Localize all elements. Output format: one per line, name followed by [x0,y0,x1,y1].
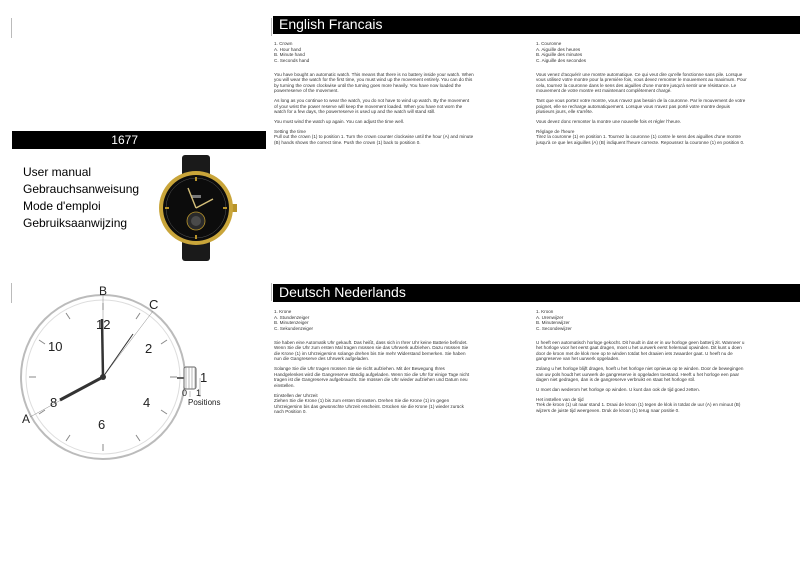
paragraph: Einstellen der Uhrzeit Ziehen Sie die Krone (1) bis zum ersten Einrasten. Drehen Sie die Krone (1) im gegen Uhrzeigersinn bis das gewünschte Uhrzeit erscheint. Drücken sie die Krone (1) wieder zurück nach Position 0. [274,392,464,415]
paragraph: You must wind the watch up again. You can adjust the time well. [274,119,405,125]
list-item: B. Minutenzeiger [274,320,309,326]
crop-mark [11,283,12,303]
french-column [536,41,748,150]
crop-mark [271,18,272,36]
list-item: C. Sekundenzeiger [274,325,314,331]
manual-title-de: Gebrauchsanweisung [23,182,140,196]
list-item: 1. Crown [274,41,293,46]
crown-position-0: 0 [182,388,188,398]
watch-photo [155,155,237,261]
manual-title-en: User manual [23,165,92,179]
list-item: A. Urenwijzer [536,314,564,320]
crown-position-1: 1 [200,370,208,385]
list-item: C. Aiguille des secondes [536,57,587,63]
list-item: C. Secondewijzer [536,325,572,331]
dutch-column [536,309,748,418]
watch-diagram [16,283,226,473]
hand-label-c: C [149,297,159,312]
dial-number-8: 8 [50,395,58,410]
dial-number-12: 12 [96,317,111,332]
parts-list-de [274,309,474,331]
paragraph: Réglage de l'heure Tirez la couronne (1) en position 1. Tournez la couronne (1) contre le sens des aiguilles d'une montre jusqu'à ce que les aiguilles (A) (B) indiquent l'heure correcte. Repoussez la couronne (1) en position 0. [536,128,745,146]
dial-number-4: 4 [143,395,151,410]
crown-position-1-small: 1 [196,388,202,398]
positions-label: Positions [188,398,221,407]
paragraph: Het instellen van de tijd Trek de kroon (1) uit naar stand 1. Draai de kroon (1) tegen de klok in totdat de uur (A) en minuut (B) wijzers de juiste tijd weergeven. Druk de kroon (1) terug naar positie 0. [536,396,741,414]
paragraph: Setting the time Pull out the crown (1) to position 1. Turn the crown counter clockwise until the hour (A) and minute (B) hands shows the correct time. Push the crown (1) back to position 0. [274,128,474,146]
paragraph: Sie haben eine Automatik Uhr gekauft. Das heißt, dass sich in Ihrer Uhr keine Batterie befindet. Wenn Sie die Uhr zum ersten Mal tragen müssen sie das Uhrwerk aufziehen. Dazu müssen Sie die Krone (1) im Uhrzeigersinn solange drehen bis Sie mehr Widerstand bemerken. Sie haben nun die Gangreserve des Uhrwerk aufgeladen. [274,339,469,362]
dial-number-10: 10 [48,339,63,354]
list-item: B. Aiguille des minutes [536,52,583,58]
hand-label-a: A [22,412,31,426]
paragraph: U moet dan wederom het horloge op winden. U kunt dan ook de tijd goed zetten. [536,387,700,393]
list-item: 1. Couronne [536,41,562,46]
crop-mark [11,18,12,38]
list-item: B. Minutenwijzer [536,320,570,326]
paragraph: You have bought an automatic watch. This means that there is no battery inside your watch. When you will wear the watch for the first time, you must wind up the movement entirely. You can do this by turning the crown clockwise until the turning goes more heavily. You have now loaded the powerreserve of the movement. [274,71,474,94]
manual-title-nl: Gebruiksaanwijzing [23,216,128,230]
list-item: 1. Kroon [536,309,554,314]
paragraph: Zolang u het horloge blijft dragen, hoeft u het horloge niet opnieuw op te winden. Door de bewegingen van uw pols houdt het uurwerk de gangreserve in opgeladen toestand. Heeft u het horloge een paar dagen niet gedragen, dan is de gangreserve verbruikt en staat het horloge stil. [536,366,744,383]
list-item: A. Hour hand [274,46,302,52]
paragraph: As long as you continue to wear the watch, you do not have to wind up watch. By the movement of your wrist the power reserve will keep the movement loaded. When you have not worn the watch for a few days, the powerreserve is used up and the watch will stand still. [274,98,470,115]
paragraph: Vous devez donc remonter la montre une nouvelle fois et régler l'heure. [536,119,682,125]
paragraph: Solange Sie die Uhr tragen müssen Sie sie nicht aufziehen. Mit der Bewegung Ihres Handgelenkes wird die Gangreserve ständig aufgeladen. Wenn Sie die Uhr für einige Tage nicht tragen ist die Gangreserve aufgebraucht. Sie müssen die Uhr wieder aufziehen und Datum neu einstellen. [274,366,470,388]
list-item: C. Seconds hand [274,57,310,63]
hand-label-b: B [99,284,108,298]
paragraph: Vous venez d'acquérir une montre automatique. Ce qui veut dire qu'elle fonctionne sans pile. Lorsque vous utilisez votre montre pour la première fois, vous devez remonter le mouvement au maximum. Pour cela, tournez la couronne dans le sens des aiguilles d'une montre jusqu'à sentir une résistance. Le mouvement de votre montre est maintenant complètement chargé. [536,71,747,94]
parts-list-fr [536,41,748,63]
crop-mark [271,283,272,301]
manual-title-fr: Mode d'emploi [23,199,101,213]
dial-number-6: 6 [98,417,106,432]
section-header-de-nl: Deutsch Nederlands [273,284,800,302]
paragraph: U heeft een automatisch horloge gekocht. Dit houdt in dat er in uw horloge geen batterij zit. Wanneer u het horloge voor het eerst gaat dragen, moet u het uurwerk eerst helemaal opwinden. Dit kunt u doen door de kroon met de klok mee op te winden totdat het draaien iets zwaarder gaat. U heeft nu de gangreserve van het uurwerk opgeladen. [536,339,745,362]
dial-number-2: 2 [145,341,153,356]
list-item: 1. Krone [274,309,292,314]
list-item: A. Aiguille des heures [536,46,581,52]
model-number: 1677 [12,131,266,149]
parts-list-nl [536,309,748,331]
list-item: A. Stundenzeiger [274,314,310,320]
list-item: B. Minute hand [274,52,305,58]
manual-language-list [23,164,139,232]
parts-list-en [274,41,474,63]
english-column [274,41,474,150]
section-header-en-fr: English Francais [273,16,800,34]
paragraph: Tant que vous portez votre montre, vous n'avez pas besoin de la couronne. Par le mouvement de votre poignet, elle se recharge automatiquement. Lorsque vous n'avez pas porté votre montre depuis plusieurs jours, elle s'arrête. [536,98,746,115]
german-column [274,309,474,419]
